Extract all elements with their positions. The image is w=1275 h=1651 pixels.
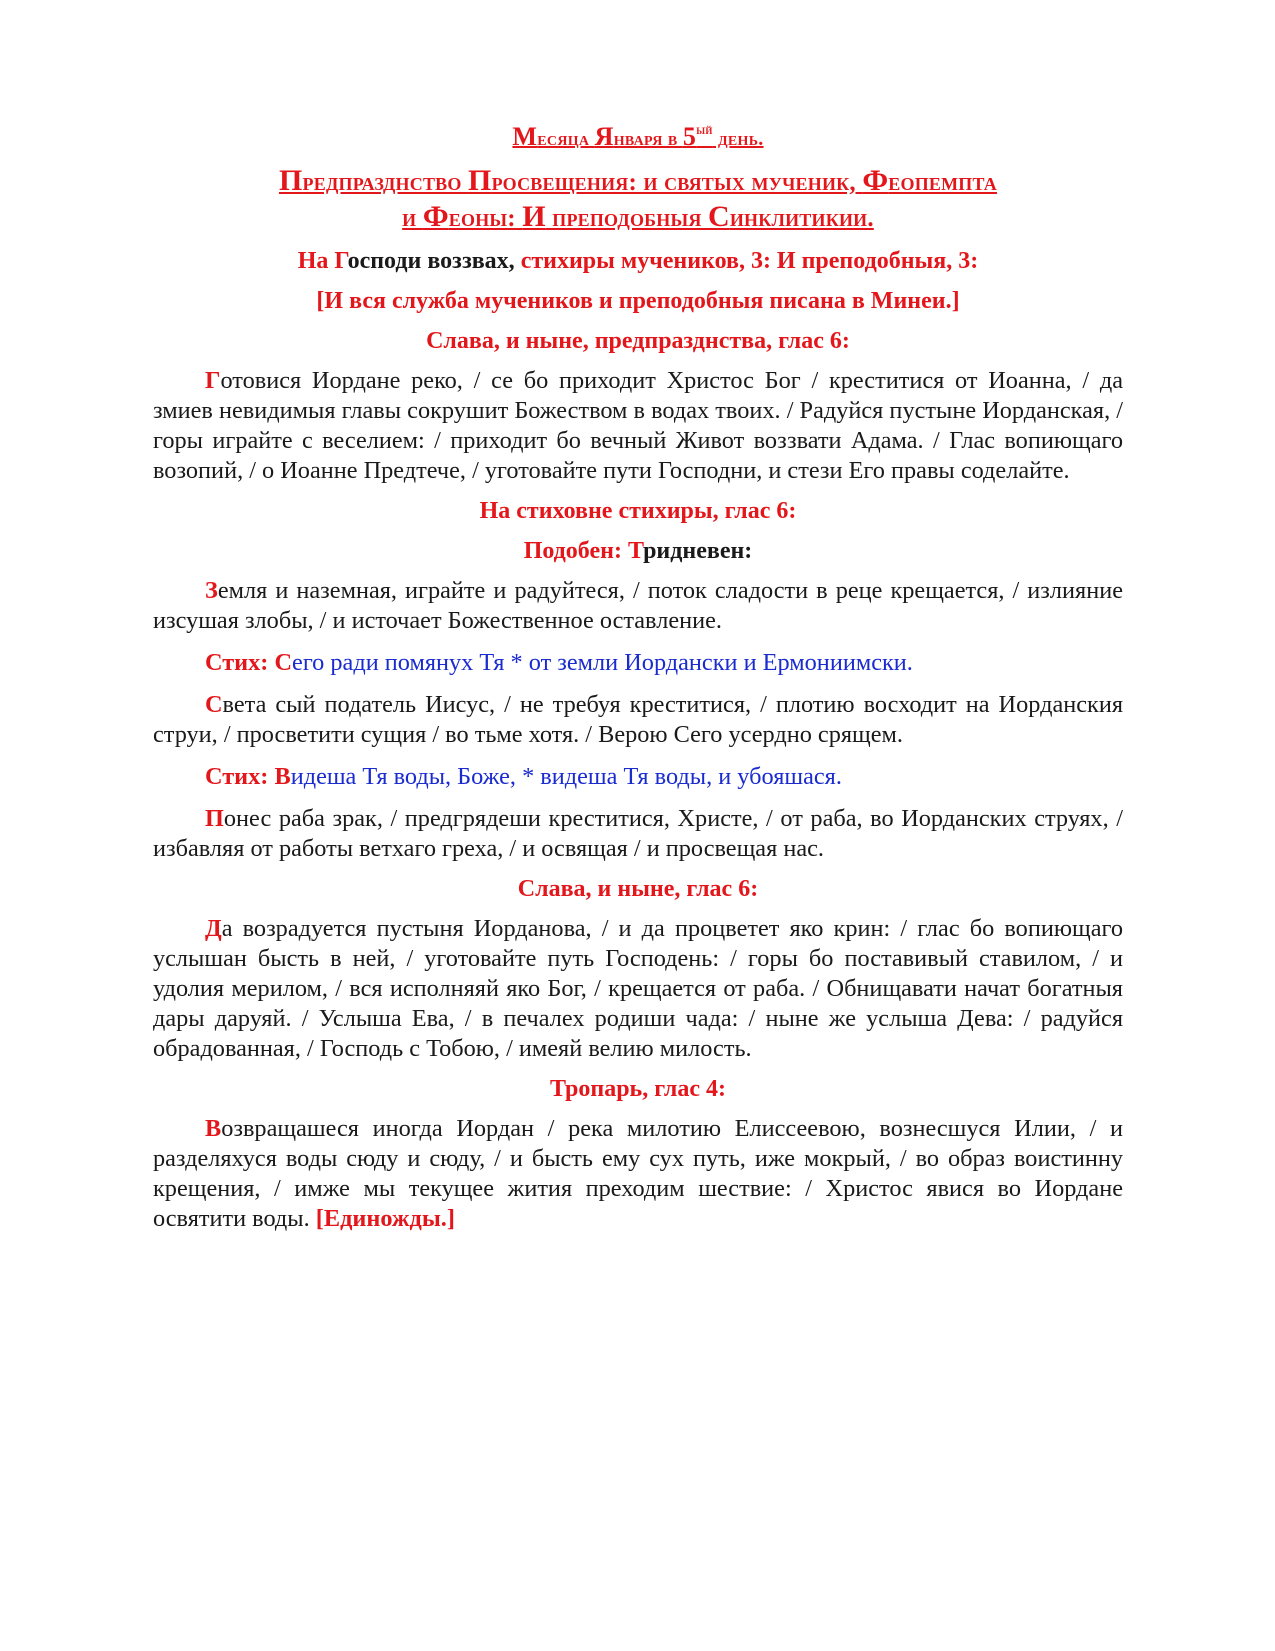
drop-letter: Д: [205, 915, 222, 942]
verse-line: Стих: Видеша Тя воды, Боже, * видеша Тя воды, и убояшася.: [205, 763, 842, 790]
title-word: нваря в: [613, 128, 683, 150]
sticheron-paragraph: Земля и наземная, играйте и радуйтеся, / поток сладости в реце крещается, / излияние изсушая злобы, / и источает Божественное оставление.: [153, 577, 1123, 634]
sticheron-paragraph: Да возрадуется пустыня Иорданова, / и да процветет яко крин: / глас бо вопиющаго услышан бысть в ней, / уготовайте путь Господень: / горы бо поставивый ставилом, / и удолия мерилом, / вся исполняяй яко Бог, / крещается от раба. / Обнищавати начат богатныя дары даруяй. / Услыша Ева, / в печалех родиши чада: / ныне же услыша Дева: / радуйся обрадованная, / Господь с Тобою, / имеяй велию милость.: [153, 915, 1123, 1062]
rubric-aposticha: На стиховне стихиры, глас 6:: [479, 498, 797, 524]
drop-letter: С: [205, 691, 223, 718]
rubric-lord-i-call: На Господи воззвах, стихиры мучеников, 3: И преподобныя, 3:: [297, 248, 979, 274]
title-initial: М: [512, 122, 538, 151]
rubric-troparion: Тропарь, глас 4:: [549, 1076, 727, 1102]
rubric-podoben: Подобен: Тридневен:: [523, 538, 753, 564]
rubric-glory-now: Слава, и ныне, глас 6:: [517, 876, 759, 902]
drop-letter: П: [205, 805, 224, 832]
title-initial: Я: [594, 122, 614, 151]
drop-letter: З: [205, 577, 218, 604]
month-day-title: [153, 122, 1123, 152]
troparion-paragraph: Возвращашеся иногда Иордан / река милотию Елиссеевою, вознесшуся Илии, / и разделяхуся воды сюду и сюду, / и бысть ему сух путь, иже мокрый, / во образ воистинну крещения, / имже мы текущее жития преходим шествие: / Христос явися во Иордане освятити воды. [Единожды.]: [153, 1115, 1123, 1232]
rubric-menaion-note: [И вся служба мучеников и преподобныя писана в Минеи.]: [316, 288, 960, 314]
drop-letter: Г: [205, 367, 221, 394]
feast-title-line-2: и Феоны: И преподобныя Синклитикии.: [402, 200, 874, 233]
sticheron-paragraph: Готовися Иордане реко, / се бо приходит Христос Бог / креститися от Иоанна, / да змиев невидимыя главы сокрушит Божеством в водах твоих. / Радуйся пустыне Иорданская, / горы играйте с веселием: / приходит бо вечный Живот воззвати Адама. / Глас вопиющаго возопий, / о Иоанне Предтече, / уготовайте пути Господни, и стези Его правы соделайте.: [153, 367, 1123, 484]
once-note: [Единожды.]: [315, 1205, 455, 1232]
drop-letter: В: [205, 1115, 222, 1142]
title-word: есяца: [537, 128, 595, 150]
rubric-glory-forefeast: Слава, и ныне, предпразднства, глас 6:: [426, 328, 850, 354]
sticheron-paragraph: Понес раба зрак, / предгрядеши креститися, Христе, / от раба, во Иорданских струях, / избавляя от работы ветхаго греха, / и освящая / и просвещая нас.: [153, 805, 1123, 862]
document-page: [153, 110, 1123, 1244]
sticheron-paragraph: Света сый податель Иисус, / не требуя креститися, / плотию восходит на Иорданския струи, / просветити сущия / во тьме хотя. / Верою Сего усердно срящем.: [153, 691, 1123, 748]
feast-title: [153, 164, 1123, 236]
verse-line: Стих: Сего ради помянух Тя * от земли Иордански и Ермониимски.: [205, 649, 913, 676]
feast-title-line-1: Предпразднство Просвещения: и святых мученик, Феопемпта: [279, 164, 997, 197]
title-word: день.: [712, 128, 764, 150]
title-day-number: 5: [682, 122, 697, 151]
title-ordinal-suffix: ый: [696, 122, 713, 137]
